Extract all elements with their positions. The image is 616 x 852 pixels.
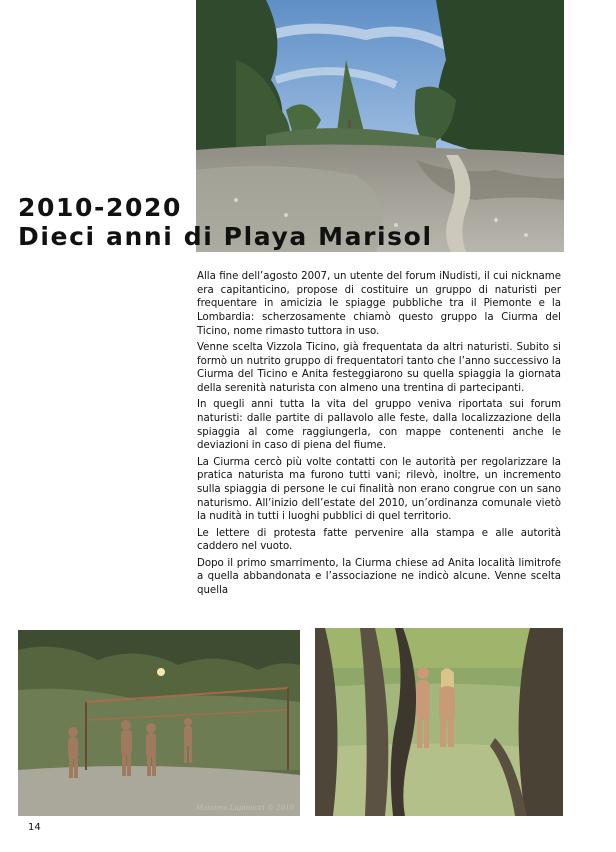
article-title (18, 193, 433, 251)
title-main: Dieci anni di Playa Marisol (18, 222, 433, 251)
page-number: 14 (28, 822, 41, 833)
article-body (197, 270, 561, 600)
river-couple-photo (315, 628, 563, 816)
paragraph: La Ciurma cercò più volte contatti con le autorità per regolarizzare la pratica naturista ma furono tutti vani; rilevò, inoltre, un incremento sulla spiaggia di persone le cui finalità non erano congrue con un sano naturismo. All’inizio dell’estate del 2010, un’ordinanza comunale vietò la nudità in tutti i luoghi pubblici di quel territorio. (197, 456, 561, 523)
volleyball-photo (18, 630, 300, 816)
title-years: 2010-2020 (18, 193, 182, 222)
paragraph: Le lettere di protesta fatte pervenire alla stampa e alle autorità caddero nel vuoto. (197, 527, 561, 553)
photo-signature: Massimo Lupinucci © 2010 (195, 804, 294, 812)
paragraph: Venne scelta Vizzola Ticino, già frequentata da altri naturisti. Subito si formò un nutrito gruppo di frequentatori tanto che l’anno successivo la Ciurma del Ticino e Anita festeggiarono su quella spiaggia la giornata della serenità naturista con almeno una trentina di partecipanti. (197, 342, 561, 395)
paragraph: Dopo il primo smarrimento, la Ciurma chiese ad Anita località limitrofe a quella abbandonata e l’associazione ne indicò alcune. Venne scelta quella (197, 557, 561, 596)
paragraph: Alla fine dell’agosto 2007, un utente del forum iNudisti, il cui nickname era capitanticino, propose di costituire un gruppo di naturisti per frequentare in amicizia le spiagge pubbliche tra il Piemonte e la Lombardia: scherzosamente chiamò questo gruppo la Ciurma del Ticino, nome rimasto tuttora in uso. (197, 271, 561, 337)
paragraph: In quegli anni tutta la vita del gruppo veniva riportata sui forum naturisti: dalle partite di pallavolo alle feste, dalla localizzazione della spiaggia al come raggiungerla, con mappe contenenti anche le deviazioni in caso di piena del fiume. (197, 399, 561, 452)
